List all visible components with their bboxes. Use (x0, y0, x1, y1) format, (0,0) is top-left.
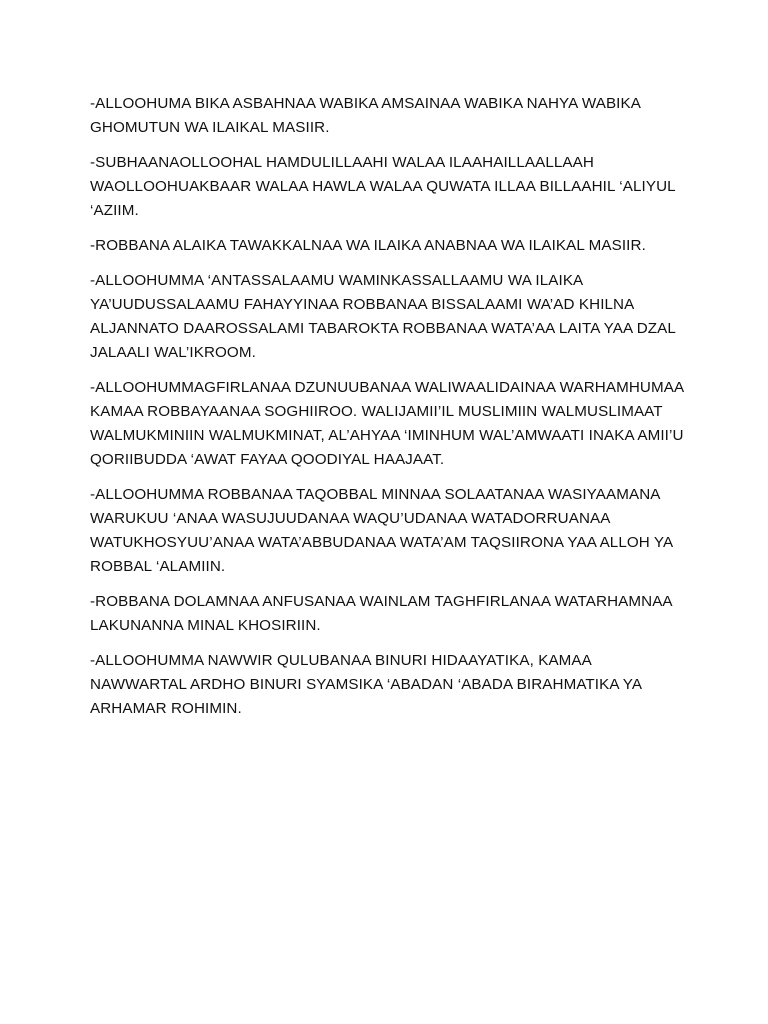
paragraph-5: -ALLOOHUMMAGFIRLANAA DZUNUUBANAA WALIWAALIDAINAA WARHAMHUMAA KAMAA ROBBAYAANAA SOGHIIROO. WALIJAMII’IL MUSLIMIIN WALMUSLIMAAT WALMUKMINIIN WALMUKMINAT, AL’AHYAA ‘IMINHUM WAL’AMWAATI INAKA AMII’U QORIIBUDDA ‘AWAT FAYAA QOODIYAL HAAJAAT. (90, 379, 684, 468)
document-body (90, 92, 690, 732)
paragraph-8: -ALLOOHUMMA NAWWIR QULUBANAA BINURI HIDAAYATIKA, KAMAA NAWWARTAL ARDHO BINURI SYAMSIKA ‘ABADAN ‘ABADA BIRAHMATIKA YA ARHAMAR ROHIMIN. (90, 652, 642, 717)
paragraph-7: -ROBBANA DOLAMNAA ANFUSANAA WAINLAM TAGHFIRLANAA WATARHAMNAA LAKUNANNA MINAL KHOSIRIIN. (90, 593, 672, 634)
paragraph-3: -ROBBANA ALAIKA TAWAKKALNAA WA ILAIKA ANABNAA WA ILAIKAL MASIIR. (90, 237, 646, 254)
paragraph-1: -ALLOOHUMA BIKA ASBAHNAA WABIKA AMSAINAA WABIKA NAHYA WABIKA GHOMUTUN WA ILAIKAL MASIIR. (90, 95, 641, 136)
paragraph-2: -SUBHAANAOLLOOHAL HAMDULILLAAHI WALAA ILAAHAILLAALLAAH WAOLLOOHUAKBAAR WALAA HAWLA WALAA QUWATA ILLAA BILLAAHIL ‘ALIYUL ‘AZIIM. (90, 154, 676, 219)
paragraph-4: -ALLOOHUMMA ‘ANTASSALAAMU WAMINKASSALLAAMU WA ILAIKA YA’UUDUSSALAAMU FAHAYYINAA ROBBANAA BISSALAAMI WA’AD KHILNA ALJANNATO DAAROSSALAMI TABAROKTA ROBBANAA WATA’AA LAITA YAA DZAL JALAALI WAL’IKROOM. (90, 272, 676, 361)
paragraph-6: -ALLOOHUMMA ROBBANAA TAQOBBAL MINNAA SOLAATANAA WASIYAAMANA WARUKUU ‘ANAA WASUJUUDANAA WAQU’UDANAA WATADORRUANAA WATUKHOSYUU’ANAA WATA’ABBUDANAA WATA’AM TAQSIIRONA YAA ALLOH YA ROBBAL ‘ALAMIIN. (90, 486, 673, 575)
